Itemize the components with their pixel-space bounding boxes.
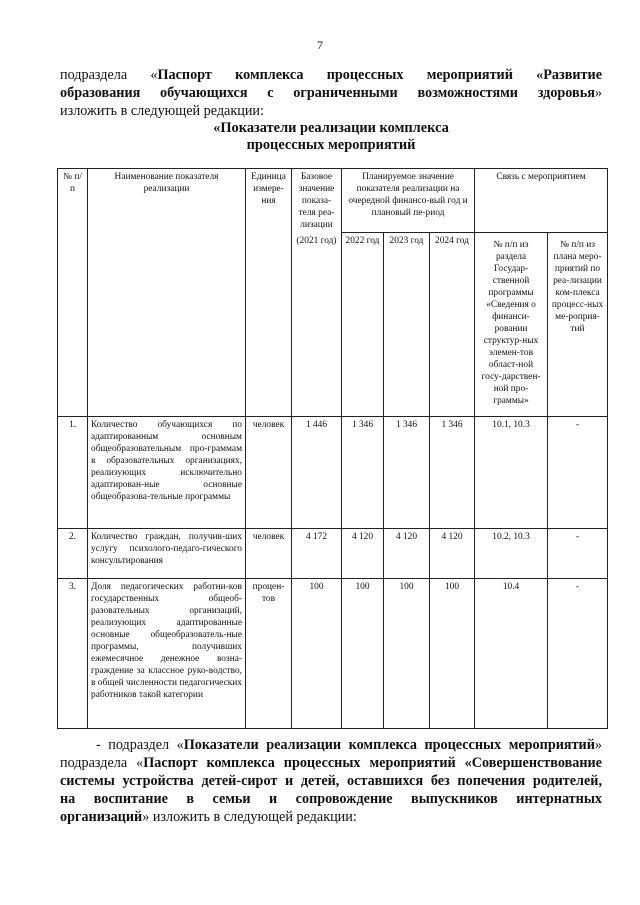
row-unit: человек	[246, 529, 292, 579]
row-link-state: 10.2, 10.3	[475, 529, 548, 579]
row-link-plan: -	[548, 529, 608, 579]
section-heading	[60, 120, 602, 154]
heading-line-1: «Показатели реализации комплекса	[213, 120, 449, 136]
table-row	[58, 417, 608, 529]
table-row	[58, 579, 608, 729]
header-link: Связь с мероприятием	[475, 169, 608, 233]
row-num: 3.	[58, 579, 88, 729]
intro-paragraph	[60, 66, 602, 120]
outro-paragraph	[60, 736, 602, 826]
row-2023: 4 120	[384, 529, 430, 579]
outro-line-2: подраздела «Паспорт комплекса процессных мероприятий «Совершенствование	[60, 755, 602, 771]
intro-line-2: образования обучающихся с ограниченными возможностями здоровья»	[60, 85, 602, 101]
row-2023: 1 346	[384, 417, 430, 529]
row-name: Доля педагогических работни-ков государственных общеоб-разовательных организаций, реализующих адаптированные основные общеобразователь-ные программы, получивших ежемесячное денежное возна-граждение за классное руко-водство, в общей численности педагогических работников такой категории	[88, 579, 246, 729]
row-num: 1.	[58, 417, 88, 529]
outro-line-4: на воспитание в семьи и сопровождение выпускников интернатных	[60, 791, 602, 807]
row-2022: 1 346	[342, 417, 384, 529]
header-year-2022: 2022 год	[342, 233, 384, 417]
page-number: 7	[317, 38, 323, 52]
row-num: 2.	[58, 529, 88, 579]
row-2024: 100	[430, 579, 475, 729]
header-name: Наименование показателя реализации	[88, 169, 246, 417]
header-year-2024: 2024 год	[430, 233, 475, 417]
header-base-label: Базовое значение показа-теля реа-лизации	[298, 172, 335, 230]
intro-line-3: изложить в следующей редакции:	[60, 103, 264, 119]
header-year-2023: 2023 год	[384, 233, 430, 417]
row-unit: процен-тов	[246, 579, 292, 729]
row-name: Количество граждан, получив-ших услугу психолого-педаго-гического консультирования	[88, 529, 246, 579]
indicators-table	[57, 168, 608, 729]
row-2024: 1 346	[430, 417, 475, 529]
header-link-state-program: № п/п из раздела Государ-ственной программы «Сведения о финанси-ровании структур-ных элемен-тов област-ной госу-дарствен-ной про-граммы»	[475, 233, 548, 417]
row-base: 4 172	[292, 529, 342, 579]
row-name: Количество обучающихся по адаптированным основным общеобразовательным про-граммам в образовательных организациях, реализующих исключительно адаптирован-ные основные общеобразова-тельные программы	[88, 417, 246, 529]
table-row	[58, 529, 608, 579]
row-base: 100	[292, 579, 342, 729]
outro-line-1: - подраздел «Показатели реализации комплекса процессных мероприятий»	[96, 737, 602, 753]
header-unit: Единица измере-ния	[246, 169, 292, 417]
row-unit: человек	[246, 417, 292, 529]
outro-line-5: организаций» изложить в следующей редакции:	[60, 809, 357, 825]
heading-line-2: процессных мероприятий	[246, 137, 416, 153]
intro-line-1: подраздела «Паспорт комплекса процессных мероприятий «Развитие	[60, 67, 602, 83]
header-base-year: (2021 год)	[296, 236, 337, 246]
row-link-state: 10.1, 10.3	[475, 417, 548, 529]
row-link-plan: -	[548, 417, 608, 529]
header-planned: Планируемое значение показателя реализации на очередной финансо-вый год и плановый пе-риод	[342, 169, 475, 233]
row-base: 1 446	[292, 417, 342, 529]
row-2023: 100	[384, 579, 430, 729]
header-link-plan: № п/п из плана меро-приятий по реа-лизации ком-плекса процесс-ных ме-роприя-тий	[548, 233, 608, 417]
row-2022: 4 120	[342, 529, 384, 579]
outro-line-3: системы устройства детей-сирот и детей, оставшихся без попечения родителей,	[60, 773, 602, 789]
header-num: № п/п	[58, 169, 88, 417]
row-2022: 100	[342, 579, 384, 729]
row-link-plan: -	[548, 579, 608, 729]
row-2024: 4 120	[430, 529, 475, 579]
row-link-state: 10.4	[475, 579, 548, 729]
header-base	[292, 169, 342, 417]
